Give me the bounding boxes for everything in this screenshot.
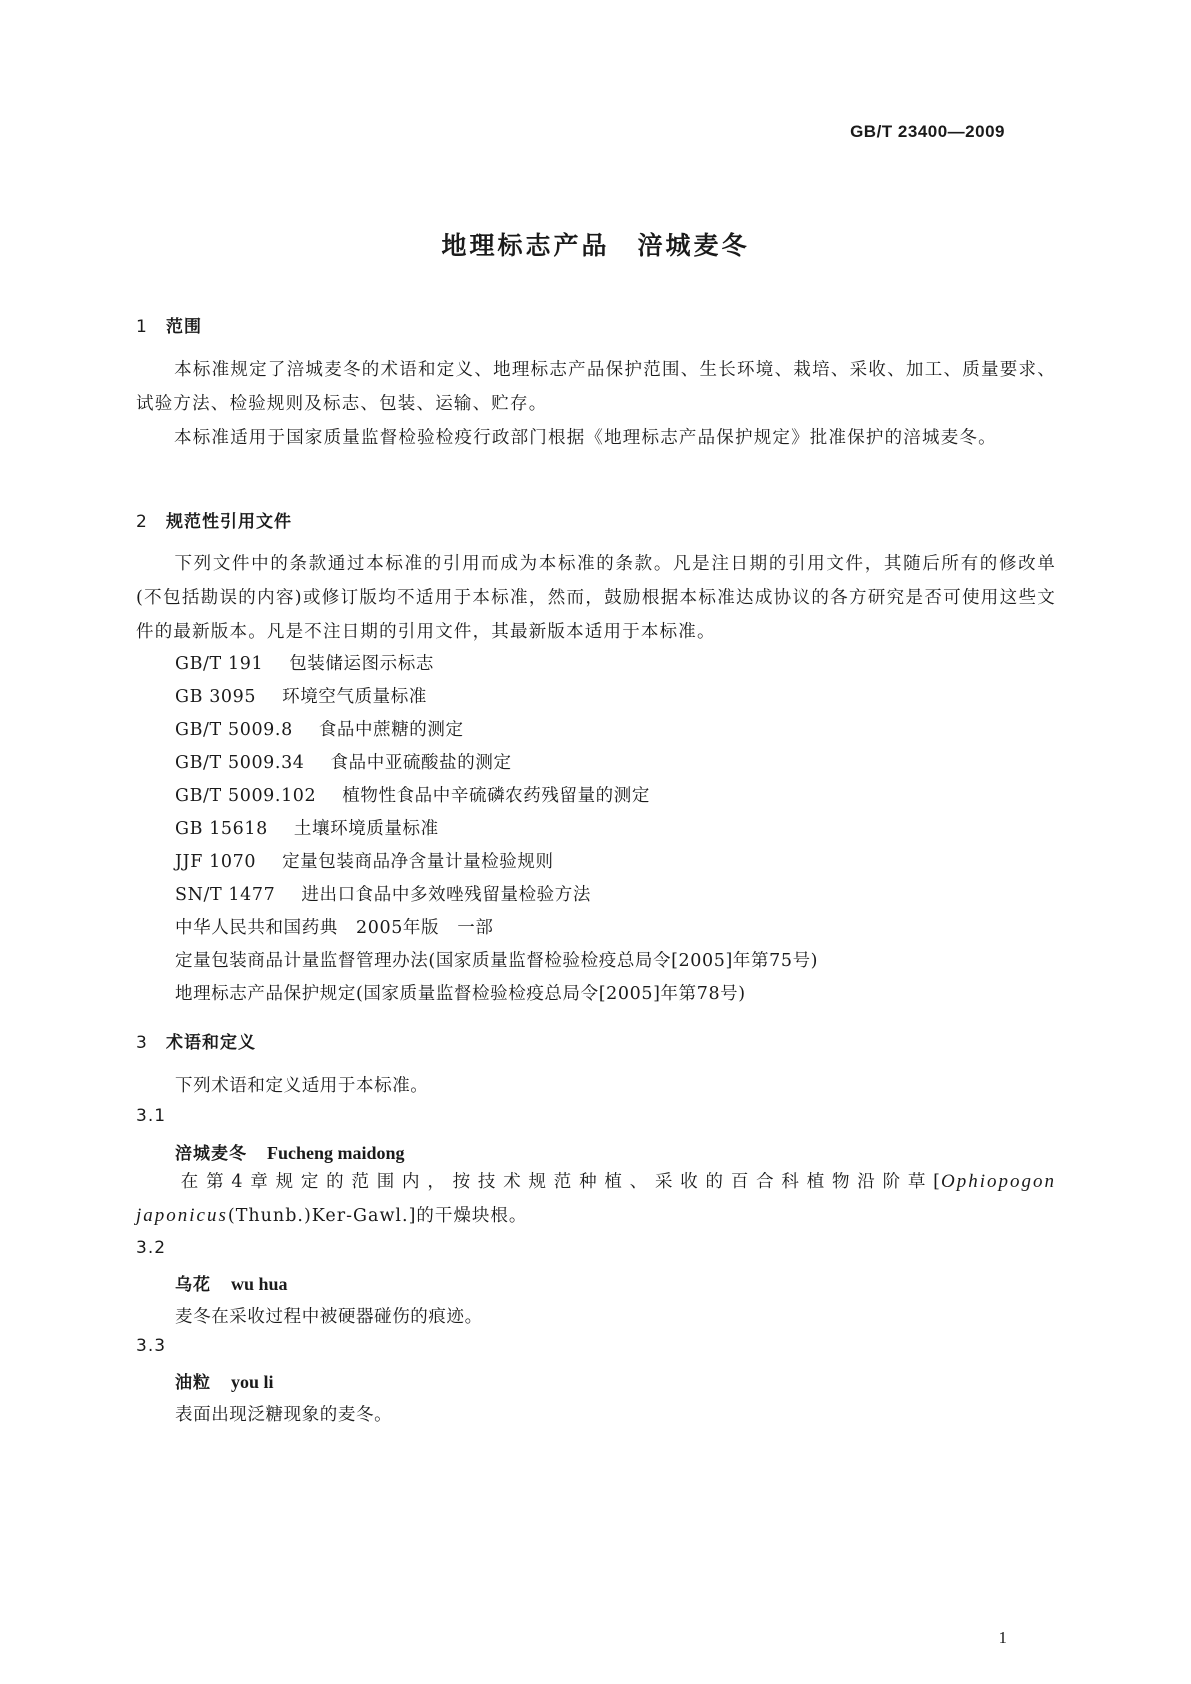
reference-title: 定量包装商品净含量计量检验规则 [282,852,554,872]
term-number: 3.3 [136,1336,167,1356]
term-heading [175,1139,405,1164]
reference-code: GB/T 191 [175,654,264,674]
standard-code: GB/T 23400—2009 [850,122,1005,141]
reference-item: 中华人民共和国药典 2005年版 一部 [175,918,494,938]
section-3-heading [136,1028,256,1053]
reference-item [175,848,554,873]
reference-code: GB 3095 [175,687,257,707]
section-title: 范围 [166,317,202,337]
reference-code: GB/T 5009.102 [175,786,317,806]
definition-text: (Thunb.)Ker-Gawl.]的干燥块根。 [227,1206,528,1226]
reference-title: 进出口食品中多效唑残留量检验方法 [301,885,591,905]
section-number: 2 [136,512,148,532]
term-chinese: 乌花 [175,1275,211,1295]
term-heading [175,1368,274,1393]
reference-code: SN/T 1477 [175,885,276,905]
reference-item [175,782,650,807]
section-2-paragraph-1 [136,547,1056,649]
reference-title: 食品中蔗糖的测定 [318,720,464,740]
section-number: 3 [136,1033,148,1053]
reference-title: 包装储运图示标志 [289,654,434,674]
section-title: 规范性引用文件 [166,512,292,532]
page-title: 地理标志产品 涪城麦冬 [441,231,750,260]
section-3-intro: 下列术语和定义适用于本标准。 [175,1076,429,1096]
section-1-paragraph-1 [136,353,1056,421]
term-chinese: 涪城麦冬 [175,1144,247,1164]
reference-item [175,683,427,708]
reference-item [175,815,439,840]
reference-title: 食品中亚硫酸盐的测定 [330,753,512,773]
page-number: 1 [998,1628,1007,1647]
paragraph-text: 本标准适用于国家质量监督检验检疫行政部门根据《地理标志产品保护规定》批准保护的涪城麦冬。 [174,428,997,448]
section-2-heading [136,507,292,532]
reference-code: JJF 1070 [175,852,257,872]
term-definition: 麦冬在采收过程中被硬器碰伤的痕迹。 [175,1307,483,1327]
reference-item [175,749,512,774]
section-number: 1 [136,317,148,337]
section-title: 术语和定义 [166,1033,256,1053]
reference-item: 地理标志产品保护规定(国家质量监督检验检疫总局令[2005]年第78号) [175,984,746,1004]
section-1-paragraph-2 [136,421,1056,455]
term-english: wu hua [231,1274,288,1294]
term-english: Fucheng maidong [267,1143,405,1163]
reference-item [175,716,464,741]
reference-item [175,650,434,675]
reference-title: 土壤环境质量标准 [293,819,439,839]
reference-code: GB 15618 [175,819,268,839]
reference-code: GB/T 5009.8 [175,720,293,740]
section-1-heading [136,312,202,337]
term-english: you li [231,1372,274,1392]
paragraph-text: 下列文件中的条款通过本标准的引用而成为本标准的条款。凡是注日期的引用文件，其随后所有的修改单(不包括勘误的内容)或修订版均不适用于本标准，然而，鼓励根据本标准达成协议的各方研究是否可使用这些文件的最新版本。凡是不注日期的引用文件，其最新版本适用于本标准。 [136,554,1056,642]
term-definition [136,1165,1056,1233]
term-chinese: 油粒 [175,1373,211,1393]
term-heading [175,1270,288,1295]
term-definition: 表面出现泛糖现象的麦冬。 [175,1405,393,1425]
reference-item [175,881,591,906]
paragraph-text: 本标准规定了涪城麦冬的术语和定义、地理标志产品保护范围、生长环境、栽培、采收、加工、质量要求、试验方法、检验规则及标志、包装、运输、贮存。 [136,360,1056,414]
term-number: 3.1 [136,1106,167,1126]
reference-code: GB/T 5009.34 [175,753,305,773]
reference-item: 定量包装商品计量监督管理办法(国家质量监督检验检疫总局令[2005]年第75号) [175,951,819,971]
latin-name: Ophiopogon japonicus [136,1171,1056,1226]
term-number: 3.2 [136,1238,167,1258]
reference-title: 环境空气质量标准 [282,687,427,707]
reference-title: 植物性食品中辛硫磷农药残留量的测定 [342,786,650,806]
definition-text: 在第4章规定的范围内，按技术规范种植、采收的百合科植物沿阶草[ [174,1172,941,1192]
